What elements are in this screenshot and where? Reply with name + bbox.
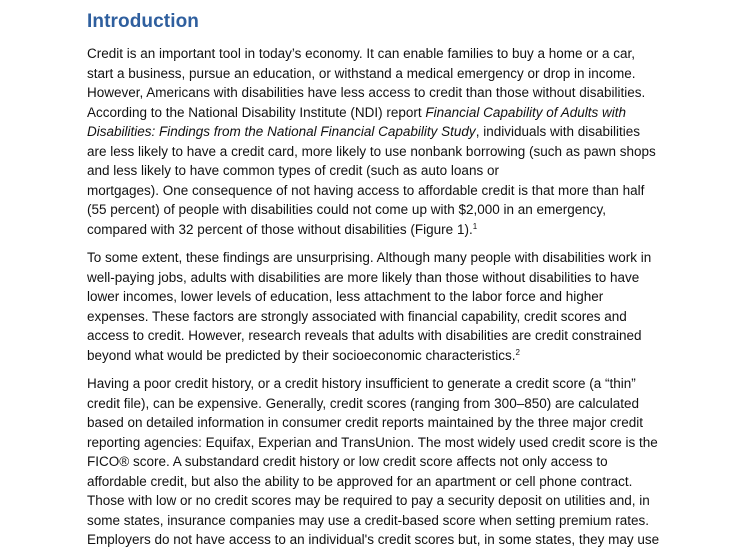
text-line [87, 44, 652, 64]
text-line [87, 181, 652, 201]
text-line [87, 394, 652, 414]
text-line [87, 374, 652, 394]
text-line [87, 511, 652, 531]
line-text: reporting agencies: Equifax, Experian and TransUnion. The most widely used credit score is the [87, 434, 658, 450]
text-line [87, 200, 652, 220]
line-text: based on detailed information in consumer credit reports maintained by the three major credit [87, 415, 644, 430]
line-text: FICO® score. A substandard credit history or low credit score affects not only access to [87, 454, 608, 469]
line-text: Having a poor credit history, or a credit history insufficient to generate a credit score (a “thin” [87, 376, 636, 391]
text-line [87, 248, 652, 268]
footnote-marker: 2 [515, 347, 520, 357]
text-line [87, 491, 652, 511]
text-line [87, 83, 652, 103]
line-text: some states, insurance companies may use a credit-based score when setting premium rates. [87, 512, 650, 528]
line-text: Credit is an important tool in today’s economy. It can enable families to buy a home or a car, [87, 46, 636, 61]
footnote-marker: 1 [472, 221, 478, 231]
line-text: expenses. These factors are strongly associated with financial capability, credit scores and [87, 308, 627, 324]
text-line [87, 287, 652, 307]
text-line [87, 346, 652, 366]
text-line [87, 64, 652, 84]
line-text: well-paying jobs, adults with disabilities are more likely than those without disabilities to have [87, 269, 640, 285]
body-text [87, 44, 660, 559]
line-text: start a business, pursue an education, or withstand a medical emergency or drop in income. [87, 65, 636, 81]
text-line [87, 161, 652, 181]
report-title-italic: Disabilities: Findings from the National Financial Capability Study [87, 124, 476, 139]
line-text: (55 percent) of people with disabilities could not come up with $2,000 in an emergency, [87, 202, 607, 217]
line-text: compared with 32 percent of those without disabilities (Figure 1). [87, 221, 473, 237]
text-line [87, 413, 652, 433]
text-line [87, 220, 652, 240]
text-line [87, 142, 656, 162]
line-text: access to credit. However, research reveals that adults with disabilities are credit constrained [87, 328, 642, 343]
line-text: credit file), can be expensive. Generally, credit scores (ranging from 300–850) are calculated [87, 395, 640, 411]
text-line [87, 530, 660, 550]
line-text: affordable credit, but also the ability to be approved for an apartment or cell phone contract. [87, 473, 633, 489]
section-heading: Introduction [87, 11, 200, 32]
line-text: , individuals with disabilities [475, 124, 641, 139]
text-line [87, 103, 652, 123]
paragraph [87, 44, 656, 239]
line-text: and less likely to have common types of credit (such as auto loans or [87, 163, 499, 178]
text-line [87, 472, 652, 492]
text-line [87, 307, 652, 327]
text-line [87, 268, 652, 288]
text-line [87, 433, 658, 453]
line-text: mortgages). One consequence of not having access to affordable credit is that more than half [87, 182, 645, 198]
line-text: Employers do not have access to an individual's credit scores but, in some states, they may use [87, 532, 660, 547]
line-text: are less likely to have a credit card, more likely to use nonbank borrowing (such as pawn shops [87, 143, 656, 159]
text-line [87, 122, 652, 142]
line-text: Those with low or no credit scores may be required to pay a security deposit on utilities and, in [87, 493, 650, 508]
line-text: To some extent, these findings are unsurprising. Although many people with disabilities work in [87, 250, 652, 265]
line-text: However, Americans with disabilities have less access to credit than those without disabilities. [87, 85, 646, 100]
report-title-italic: Financial Capability of Adults with [425, 104, 626, 120]
line-text: lower incomes, lower levels of education, less attachment to the labor force and higher [87, 289, 604, 304]
text-line [87, 452, 652, 472]
text-line [87, 326, 652, 346]
paragraph [87, 248, 652, 365]
line-text: According to the National Disability Institute (NDI) report [87, 104, 426, 120]
line-text: beyond what would be predicted by their socioeconomic characteristics. [87, 347, 516, 363]
paragraph [87, 374, 660, 550]
